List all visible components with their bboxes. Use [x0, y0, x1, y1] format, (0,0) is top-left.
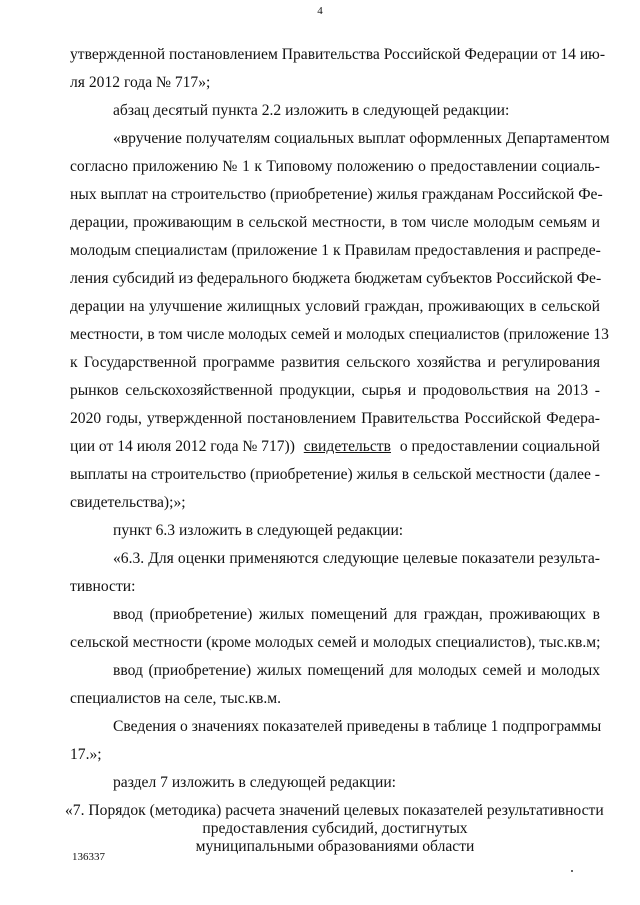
underlined-term: свидетельств — [303, 438, 391, 455]
scan-speck — [571, 870, 573, 872]
text-line: Сведения о значениях показателей приведены в таблице 1 подпрограммы — [113, 718, 602, 735]
text-line: молодым специалистам (приложение 1 к Правилам предоставления и распреде- — [70, 242, 601, 259]
page-number: 4 — [317, 5, 323, 17]
text-line: выплаты на строительство (приобретение) жилья в сельской местности (далее - — [70, 466, 600, 483]
text-line: ных выплат на строительство (приобретение) жилья гражданам Российской Фе- — [70, 186, 603, 203]
text-line: сельской местности (кроме молодых семей и молодых специалистов), тыс.кв.м; — [70, 634, 601, 651]
text-line: ля 2012 года № 717»; — [70, 74, 211, 91]
text-line: дерации на улучшение жилищных условий граждан, проживающих в сельской — [70, 298, 600, 315]
text-line: ления субсидий из федерального бюджета бюджетам субъектов Российской Фе- — [70, 270, 602, 287]
text-line: 17.»; — [70, 746, 102, 763]
text-line: ввод (приобретение) жилых помещений для молодых семей и молодых — [113, 662, 600, 679]
text-line: к Государственной программе развития сельского хозяйства и регулирования — [70, 354, 600, 371]
text-line: 2020 годы, утвержденной постановлением Правительства Российской Федера- — [70, 410, 600, 427]
text-line: пункт 6.3 изложить в следующей редакции: — [113, 522, 404, 539]
text-line: согласно приложению № 1 к Типовому положению о предоставлении социаль- — [70, 158, 600, 175]
text-line: «вручение получателям социальных выплат оформленных Департаментом — [113, 130, 610, 147]
text-line: местности, в том числе молодых семей и молодых специалистов (приложение 13 — [70, 326, 609, 343]
text-fragment: ции от 14 июля 2012 года № 717)) — [70, 438, 295, 455]
text-line: утвержденной постановлением Правительства Российской Федерации от 14 ию- — [70, 46, 606, 63]
text-line: абзац десятый пункта 2.2 изложить в следующей редакции: — [113, 102, 510, 119]
text-fragment: о предоставлении социальной — [399, 438, 600, 455]
text-line: рынков сельскохозяйственной продукции, сырья и продовольствия на 2013 - — [70, 382, 600, 399]
text-line: дерации, проживающим в сельской местности, в том числе молодым семьям и — [70, 214, 600, 231]
text-line: специалистов на селе, тыс.кв.м. — [70, 690, 282, 707]
text-line: свидетельства);»; — [70, 494, 186, 511]
text-line: «6.3. Для оценки применяются следующие целевые показатели результа- — [113, 550, 600, 567]
text-line-mixed — [70, 437, 600, 457]
section-heading-line: муниципальными образованиями области — [195, 838, 475, 855]
section-heading-line: «7. Порядок (методика) расчета значений целевых показателей результативности — [65, 802, 604, 819]
text-line: ввод (приобретение) жилых помещений для граждан, проживающих в — [113, 606, 600, 623]
section-heading-line: предоставления субсидий, достигнутых — [202, 820, 468, 837]
text-line: раздел 7 изложить в следующей редакции: — [113, 774, 397, 791]
document-code: 136337 — [72, 851, 105, 863]
text-line: тивности: — [70, 578, 136, 595]
